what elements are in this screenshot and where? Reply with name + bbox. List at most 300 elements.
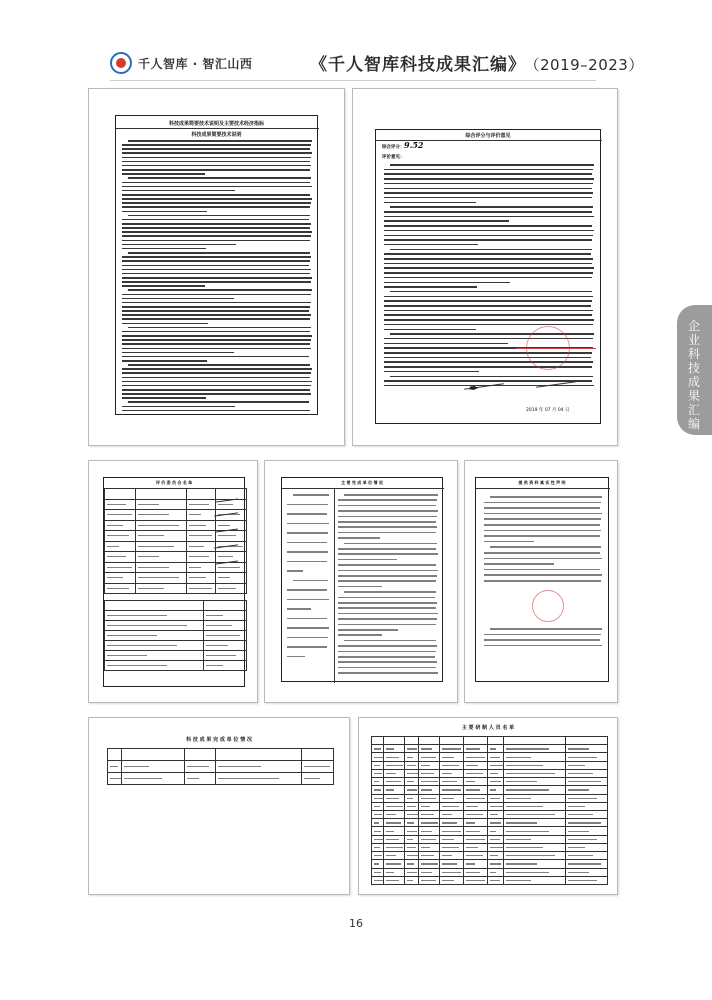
scan-text-line [506,798,531,799]
scan-text-line [421,831,432,832]
scan-text-line [122,260,310,262]
scan-text-line [421,748,432,749]
scan-text-line [122,223,311,225]
scan-text-line [218,778,278,779]
scan-text-line [338,613,438,615]
scan-text-line [338,672,438,674]
scan-text-line [384,230,594,232]
scan-text-line [568,863,602,864]
scan-text-line [374,855,382,856]
scan-text-line [384,371,479,373]
scan-text-line [374,831,381,832]
scan-text-line [442,757,454,758]
scan-text-line [287,618,327,620]
scan-text-line [390,376,593,378]
scan-text-line [384,225,592,227]
scan-text-line [374,765,380,766]
scan-text-line [490,880,500,881]
scan-text-line [189,535,212,536]
scan-text-line [568,773,593,774]
scan-text-line [386,798,399,799]
scan-text-line [107,588,129,589]
scan-text-line [490,872,497,873]
scan-text-line [490,855,498,856]
scan-text-line [187,778,200,779]
scan-text-line [386,748,394,749]
scan-text-line [122,372,311,374]
scan-text-line [484,569,600,571]
scan-main-units [264,460,458,703]
scan-text-line [506,765,543,766]
scan-text-line [189,514,200,515]
scan-text-line [386,757,399,758]
scan-text-line [490,831,497,832]
scan-text-line [568,781,602,782]
scan-text-line [287,561,327,563]
scan-text-line [128,215,310,217]
scan-text-line [484,563,554,565]
scan-text-line [407,765,415,766]
scan-text-line [466,822,475,823]
scan-text-line [442,781,456,782]
logo-text: 千人智库 · 智汇山西 [138,56,253,71]
scan-text-line [490,748,497,749]
section-side-tab-label: 企业科技成果汇编 [688,319,701,431]
scan-text-line [122,198,312,200]
scan-text-line [122,269,311,271]
table-cell [215,583,247,595]
scan-text-line [338,499,437,501]
scan-text-line [122,277,312,279]
scan-text-line [386,880,399,881]
scan-text-line [490,822,502,823]
scan-text-line [128,140,312,142]
scan-text-line [386,863,401,864]
table-cell [215,772,302,785]
scan-text-line [386,822,401,823]
evaluation-opinion-title: 综合评分与评价意见 [465,133,511,139]
official-seal [526,326,570,370]
scan-text-line [407,814,418,815]
scan-text-line [122,381,312,383]
scan-text-line [338,510,438,512]
scan-text-line [287,627,329,629]
scan-text-line [338,532,436,534]
scan-text-line [206,645,227,646]
scan-text-line [442,806,459,807]
scan-text-line [490,814,498,815]
scan-text-line [407,789,417,790]
table-cell [203,660,247,671]
scan-text-line [374,863,379,864]
scan-text-line [384,343,508,345]
scan-text-line [122,240,310,242]
scan-text-line [122,202,311,204]
scan-text-line [338,575,437,577]
scan-text-line [484,639,600,641]
scan-text-line [122,227,310,229]
scan-text-line [484,535,600,537]
scan-text-line [568,748,589,749]
scan-text-line [442,872,461,873]
header-divider [110,80,596,81]
scan-text-line [421,814,434,815]
scan-text-line [386,872,394,873]
main-units-column-rule [334,488,335,683]
scan-text-line [338,597,435,599]
scan-text-line [568,789,589,790]
scan-text-line [407,831,417,832]
scan-text-line [384,197,592,199]
scan-text-line [122,352,234,354]
scan-text-line [122,306,310,308]
scan-text-line [128,289,312,291]
table-cell [104,583,136,595]
scan-text-line [568,757,598,758]
scan-text-line [384,235,593,237]
scan-text-line [484,541,534,543]
scan-text-line [490,839,500,840]
scan-text-line [407,798,413,799]
scan-text-line [374,847,380,848]
scan-text-line [466,839,485,840]
scan-text-line [122,323,208,325]
scan-text-line [384,314,592,316]
scan-text-line [206,655,236,656]
scan-text-line [384,253,591,255]
scan-text-line [490,496,602,498]
table-cell [104,660,204,671]
scan-text-line [344,591,436,593]
scan-text-line [122,219,309,221]
scan-text-line [442,748,461,749]
scan-text-line [122,331,310,333]
scan-text-line [107,546,119,547]
scan-text-line [466,872,480,873]
scan-text-line [490,806,503,807]
scan-text-line [122,318,310,320]
scan-text-line [421,863,438,864]
scan-text-line [490,798,500,799]
scan-text-line [138,588,164,589]
scan-text-line [490,773,498,774]
brand-logo [110,52,252,74]
scan-text-line [490,628,602,630]
scan-text-line [338,586,382,588]
scan-text-line [122,389,310,391]
scan-text-line [138,577,179,578]
scan-text-line [338,553,438,555]
scan-text-line [407,806,415,807]
scan-text-line [206,615,223,616]
scan-text-line [506,863,537,864]
scan-text-line [384,272,593,274]
scan-text-line [122,410,310,412]
scan-text-line [386,765,403,766]
scan-text-line [187,766,209,767]
table-cell [487,876,505,885]
scan-text-line [122,377,310,379]
scan-text-line [568,831,589,832]
scan-text-line [484,513,602,515]
logo-icon [110,52,132,74]
scan-text-line [128,401,309,403]
statement-title: 提 供 资 料 真 实 性 声 明 [518,480,566,485]
table-cell [135,583,187,595]
scan-text-line [122,343,310,345]
page-header [0,0,712,80]
scan-text-line [287,570,303,572]
scan-text-line [384,244,478,246]
scan-text-line [442,822,456,823]
table-cell [301,772,334,785]
scan-text-line [189,504,209,505]
scan-text-line [484,518,601,520]
scan-text-line [466,863,475,864]
scan-text-line [384,211,592,213]
scan-text-line [338,661,437,663]
scan-text-line [189,588,212,589]
scan-text-line [442,847,459,848]
scan-text-line [338,548,436,550]
scan-text-line [390,206,593,208]
scan-text-line [384,380,592,382]
scan-text-line [384,202,476,204]
scan-text-line [122,393,311,395]
scan-text-line [107,514,132,515]
scan-text-line [568,872,589,873]
scan-text-line [110,778,121,779]
scan-text-line [407,839,413,840]
scan-text-line [421,798,436,799]
scan-text-line [384,319,594,321]
scan-text-line [384,258,593,260]
scan-text-line [206,665,223,666]
scan-text-line [338,516,437,518]
document-title [310,50,644,75]
scan-text-line [386,855,397,856]
scan-text-line [338,505,436,507]
table-cell [121,772,185,785]
scan-text-line [374,806,380,807]
scan-text-line [287,656,305,658]
scan-text-line [421,872,432,873]
scan-main-personnel [358,717,618,895]
scan-text-line [138,546,174,547]
table-cell [503,876,565,885]
scan-text-line [384,286,477,288]
scan-text-line [407,781,414,782]
scan-text-line [386,806,403,807]
scan-text-line [107,665,167,666]
scan-text-line [338,656,435,658]
scan-text-line [122,298,234,300]
scan-text-line [338,607,436,609]
scan-text-line [506,773,555,774]
scan-text-line [122,144,311,146]
scan-text-line [293,494,329,496]
scan-text-line [421,880,436,881]
scan-text-line [107,645,177,646]
scan-text-line [506,822,537,823]
scan-text-line [218,766,261,767]
scan-text-line [568,765,585,766]
scan-text-line [484,558,602,560]
scan-text-line [107,635,157,636]
scan-text-line [466,798,485,799]
scan-text-line [506,757,531,758]
scan-text-line [421,822,438,823]
scan-text-line [218,567,240,568]
scan-completion-units [88,717,350,895]
scan-text-line [568,814,593,815]
statement-seal [532,590,564,622]
scan-text-line [442,798,454,799]
scan-text-line [122,265,309,267]
document-years: （2019–2023） [532,56,644,74]
scan-text-line [107,525,123,526]
scan-text-line [442,773,451,774]
scan-text-line [338,564,436,566]
scan-text-line [338,651,436,653]
scan-text-line [484,507,600,509]
scan-text-line [407,880,413,881]
scan-text-line [384,296,593,298]
evaluation-opinion-sheet [375,129,601,424]
scan-text-line [122,206,310,208]
scan-text-line [122,314,311,316]
scan-text-line [421,855,434,856]
scan-text-line [490,757,500,758]
scan-text-line [506,748,549,749]
scan-text-line [407,863,414,864]
scan-text-line [442,814,451,815]
scan-text-line [138,556,158,557]
scan-text-line [189,556,209,557]
scan-text-line [344,640,436,642]
scan-text-line [374,748,381,749]
scan-text-line [442,789,461,790]
scan-text-line [304,778,320,779]
scan-text-line [122,256,311,258]
scan-text-line [287,637,328,639]
scan-text-line [407,773,418,774]
scan-text-line [442,855,451,856]
scan-text-line [506,855,555,856]
section-side-tab [677,305,712,435]
scan-text-line [506,806,543,807]
scan-text-line [374,872,381,873]
scan-text-line [128,364,310,366]
scan-text-line [466,855,483,856]
scan-text-line [390,249,592,251]
scan-text-line [110,766,118,767]
score-label: 综合评分： [382,145,405,150]
scan-text-line [442,765,459,766]
evaluation-experts-title: 评 价 委 员 会 名 单 [155,480,193,485]
table-cell [107,772,122,785]
scan-text-line [128,327,311,329]
scan-text-line [107,567,132,568]
scan-text-line [384,192,593,194]
scan-text-line [122,165,311,167]
scan-text-line [384,282,510,284]
main-units-title: 主 要 完 成 单 位 情 况 [341,480,383,485]
scan-text-line [122,190,235,192]
scan-text-line [206,625,232,626]
scan-text-line [374,814,382,815]
scan-text-line [124,778,162,779]
table-cell [418,876,440,885]
scan-text-line [287,532,328,534]
scan-statement [464,460,618,703]
scan-text-line [568,839,598,840]
scan-text-line [484,580,601,582]
scan-text-line [122,356,309,358]
scan-text-line [338,602,437,604]
scan-text-line [421,765,429,766]
scan-text-line [122,273,310,275]
scan-text-line [384,324,593,326]
main-personnel-title: 主 要 研 制 人 员 名 单 [461,725,515,731]
signature-1: ✒ [468,382,478,395]
tech-description-heading: 科技成果简要技术说明 [191,132,242,138]
scan-text-line [421,839,436,840]
scan-text-line [421,806,429,807]
scan-text-line [407,748,417,749]
statement-sheet [475,477,609,682]
table-cell [383,876,405,885]
scan-text-line [568,880,598,881]
scan-text-line [466,765,478,766]
scan-text-line [386,839,399,840]
scan-text-line [122,335,312,337]
scan-text-line [338,521,436,523]
scan-text-line [506,814,555,815]
scan-text-line [338,667,436,669]
scan-text-line [138,535,164,536]
scan-text-line [107,655,147,656]
scan-text-line [386,781,401,782]
table-cell [463,876,488,885]
scan-text-line [338,559,397,561]
scan-text-line [138,567,169,568]
scan-text-line [421,789,432,790]
table-cell [404,876,419,885]
scan-text-line [374,822,379,823]
scan-text-line [442,863,456,864]
scan-text-line [390,164,594,166]
scan-text-line [122,285,205,287]
scan-text-line [122,194,310,196]
scan-text-line [442,831,461,832]
tech-description-sheet [115,115,318,415]
scan-text-line [568,847,585,848]
scan-text-line [304,766,329,767]
scan-text-line [490,863,502,864]
scan-text-line [122,148,310,150]
scan-text-line [384,267,594,269]
scan-text-line [484,524,600,526]
scan-text-line [218,525,230,526]
scan-text-line [490,546,601,548]
scan-text-line [287,608,311,610]
scan-text-line [287,589,327,591]
opinion-label: 评价意见： [382,155,405,160]
scan-text-line [287,599,329,601]
scan-text-line [107,577,123,578]
scan-text-line [490,847,503,848]
